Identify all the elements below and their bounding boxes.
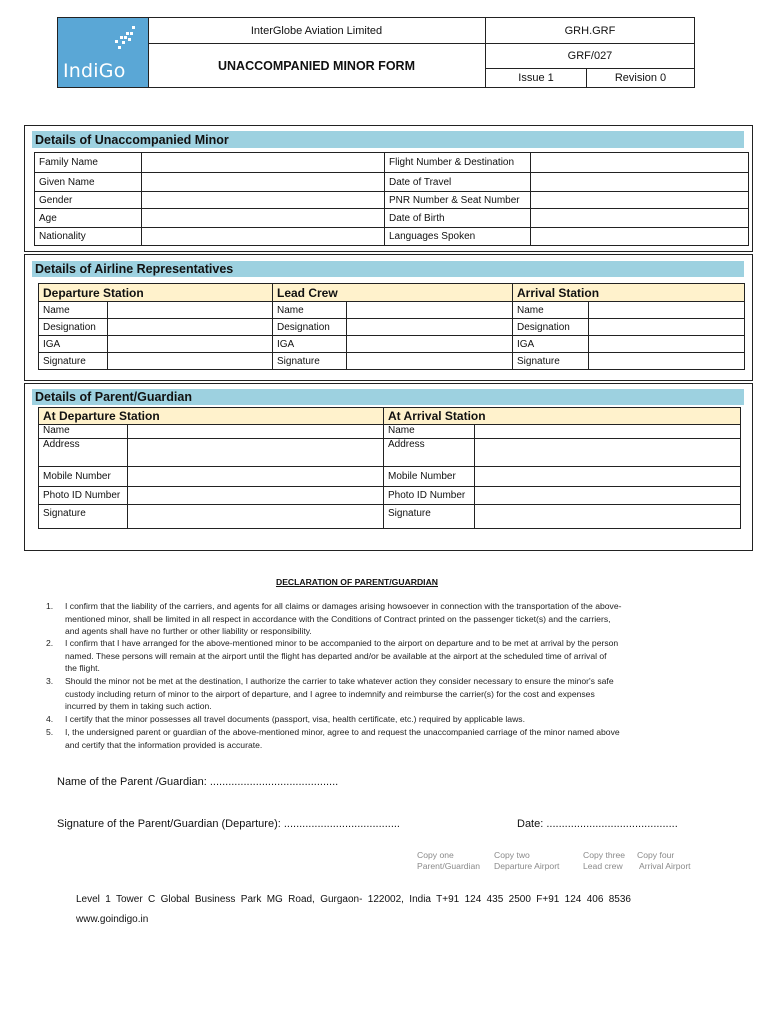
- nationality-input[interactable]: [142, 228, 385, 246]
- declaration-item: [46, 600, 676, 638]
- field-label: Date of Travel: [385, 173, 531, 192]
- column-header: Lead Crew: [273, 284, 513, 302]
- copy-one: [417, 850, 480, 872]
- crew-signature-input[interactable]: [347, 353, 513, 370]
- item-line: custody including return of minor to the airport of departure, and I agree to indemnify and reimburse the carrier(s) for the cost and expenses: [65, 688, 595, 699]
- declaration-item: [46, 637, 676, 675]
- arrival-parent-signature-input[interactable]: [475, 504, 741, 528]
- footer-address: Level 1 Tower C Global Business Park MG Road, Gurgaon- 122002, India T+91 124 435 2500 F+91 124 406 8536: [76, 894, 631, 905]
- field-label: Name: [384, 425, 475, 439]
- date-line[interactable]: Date: ...........................................: [517, 818, 678, 830]
- item-line: mentioned minor, shall be limited in all respect in accordance with the Conditions of Contract printed on the passenger ticket(s) and the carriers,: [65, 613, 611, 624]
- field-label: Address: [384, 439, 475, 467]
- gender-input[interactable]: [142, 192, 385, 209]
- field-label: Name: [273, 302, 347, 319]
- document-code: GRH.GRF: [486, 18, 694, 44]
- minor-details-heading: Details of Unaccompanied Minor: [32, 131, 744, 148]
- item-number: 2.: [46, 638, 54, 648]
- field-label: Family Name: [35, 153, 142, 173]
- arrival-name-input[interactable]: [589, 302, 745, 319]
- airline-representatives-heading: Details of Airline Representatives: [32, 261, 744, 277]
- item-line: and agents shall have no further or other liability or responsibility.: [65, 626, 312, 637]
- item-number: 1.: [46, 601, 54, 611]
- field-label: Signature: [39, 353, 108, 370]
- field-label: Languages Spoken: [385, 228, 531, 246]
- field-label: Name: [39, 302, 108, 319]
- departure-signature-input[interactable]: [108, 353, 273, 370]
- field-label: Designation: [513, 319, 589, 336]
- departure-parent-photo-id-input[interactable]: [128, 486, 384, 504]
- field-label: Signature: [513, 353, 589, 370]
- declaration-item: [46, 726, 676, 752]
- item-line: named. These persons will remain at the airport until the flight has departed and/or be available at the airport at the scheduled time of arrival of: [65, 650, 607, 661]
- field-label: Name: [513, 302, 589, 319]
- item-line: the flight.: [65, 663, 100, 674]
- field-label: Flight Number & Destination: [385, 153, 531, 173]
- copy-recipient: Lead crew: [583, 861, 623, 871]
- item-number: 4.: [46, 714, 54, 724]
- languages-input[interactable]: [531, 228, 749, 246]
- field-label: Given Name: [35, 173, 142, 192]
- field-label: Nationality: [35, 228, 142, 246]
- item-line: I confirm that the liability of the carriers, and agents for all claims or damages arising howsoever in connection with the transportation of the above-: [65, 601, 622, 611]
- column-header: Arrival Station: [513, 284, 745, 302]
- departure-parent-address-input[interactable]: [128, 439, 384, 467]
- departure-designation-input[interactable]: [108, 319, 273, 336]
- copy-label: Copy three: [583, 850, 626, 860]
- crew-iga-input[interactable]: [347, 336, 513, 353]
- item-line: incurred by them in taking such action.: [65, 701, 212, 712]
- field-label: Name: [39, 425, 128, 439]
- arrival-signature-input[interactable]: [589, 353, 745, 370]
- departure-iga-input[interactable]: [108, 336, 273, 353]
- field-label: IGA: [39, 336, 108, 353]
- age-input[interactable]: [142, 209, 385, 228]
- item-line: I confirm that I have arranged for the above-mentioned minor to be accompanied to the airport on departure and to be met at arrival by the person: [65, 638, 619, 648]
- field-label: IGA: [513, 336, 589, 353]
- field-label: Mobile Number: [39, 467, 128, 486]
- company-name: InterGlobe Aviation Limited: [148, 18, 486, 44]
- declaration-item: [46, 713, 676, 726]
- field-label: PNR Number & Seat Number: [385, 192, 531, 209]
- field-label: Mobile Number: [384, 467, 475, 486]
- declaration-item: [46, 675, 676, 713]
- parent-guardian-heading: Details of Parent/Guardian: [32, 389, 744, 405]
- field-label: Gender: [35, 192, 142, 209]
- date-of-travel-input[interactable]: [531, 173, 749, 192]
- pnr-seat-input[interactable]: [531, 192, 749, 209]
- arrival-parent-name-input[interactable]: [475, 425, 741, 439]
- parent-signature-line[interactable]: Signature of the Parent/Guardian (Departure): ......................................: [57, 818, 400, 830]
- given-name-input[interactable]: [142, 173, 385, 192]
- field-label: Designation: [39, 319, 108, 336]
- revision-number: Revision 0: [614, 72, 667, 84]
- field-label: Signature: [384, 504, 475, 528]
- field-label: Signature: [273, 353, 347, 370]
- form-title: UNACCOMPANIED MINOR FORM: [148, 44, 486, 87]
- crew-designation-input[interactable]: [347, 319, 513, 336]
- field-label: Date of Birth: [385, 209, 531, 228]
- column-header: Departure Station: [39, 284, 273, 302]
- copy-recipient: Arrival Airport: [639, 861, 691, 871]
- copy-recipient: Departure Airport: [494, 861, 560, 871]
- copy-recipient: Parent/Guardian: [417, 861, 481, 871]
- copy-three: [583, 850, 625, 872]
- indigo-logo: [58, 18, 149, 87]
- item-number: 3.: [46, 676, 54, 686]
- flight-destination-input[interactable]: [531, 153, 749, 173]
- item-line: and certify that the information provided is accurate.: [65, 739, 263, 750]
- minor-details-table: [34, 152, 749, 246]
- departure-name-input[interactable]: [108, 302, 273, 319]
- field-label: Photo ID Number: [384, 486, 475, 504]
- crew-name-input[interactable]: [347, 302, 513, 319]
- field-label: Designation: [273, 319, 347, 336]
- form-header: [57, 17, 695, 88]
- copy-label: Copy two: [494, 850, 530, 860]
- arrival-parent-address-input[interactable]: [475, 439, 741, 467]
- column-header: At Arrival Station: [384, 408, 741, 425]
- field-label: Address: [39, 439, 128, 467]
- field-label: Photo ID Number: [39, 486, 128, 504]
- field-label: IGA: [273, 336, 347, 353]
- departure-parent-signature-input[interactable]: [128, 504, 384, 528]
- arrival-designation-input[interactable]: [589, 319, 745, 336]
- family-name-input[interactable]: [142, 153, 385, 173]
- item-number: 5.: [46, 727, 54, 737]
- issue-number: Issue 1: [486, 69, 587, 87]
- footer-website[interactable]: www.goindigo.in: [76, 914, 149, 925]
- copy-label: Copy four: [637, 850, 675, 860]
- field-label: Signature: [39, 504, 128, 528]
- departure-parent-mobile-input[interactable]: [128, 467, 384, 486]
- declaration-title: DECLARATION OF PARENT/GUARDIAN: [275, 577, 438, 587]
- parent-name-line[interactable]: Name of the Parent /Guardian: ..........................................: [57, 776, 339, 788]
- plane-dots-icon: [102, 24, 142, 54]
- form-number: GRF/027: [486, 44, 694, 69]
- arrival-parent-photo-id-input[interactable]: [475, 486, 741, 504]
- logo-text: IndiGo: [63, 60, 126, 82]
- airline-representatives-table: [38, 283, 745, 370]
- date-of-birth-input[interactable]: [531, 209, 749, 228]
- parent-guardian-table: [38, 407, 741, 529]
- departure-parent-name-input[interactable]: [128, 425, 384, 439]
- copy-four: [637, 850, 691, 872]
- arrival-iga-input[interactable]: [589, 336, 745, 353]
- item-line: I certify that the minor possesses all travel documents (passport, visa, health certificate, etc.) required by applicable laws.: [65, 714, 525, 724]
- arrival-parent-mobile-input[interactable]: [475, 467, 741, 486]
- item-line: I, the undersigned parent or guardian of the above-mentioned minor, agree to and request the unaccompanied carriage of the minor named above: [65, 727, 620, 737]
- field-label: Age: [35, 209, 142, 228]
- copy-label: Copy one: [417, 850, 454, 860]
- copy-two: [494, 850, 559, 872]
- column-header: At Departure Station: [39, 408, 384, 425]
- item-line: Should the minor not be met at the destination, I authorize the carrier to take whatever action they consider necessary to ensure the minor's safe: [65, 676, 614, 686]
